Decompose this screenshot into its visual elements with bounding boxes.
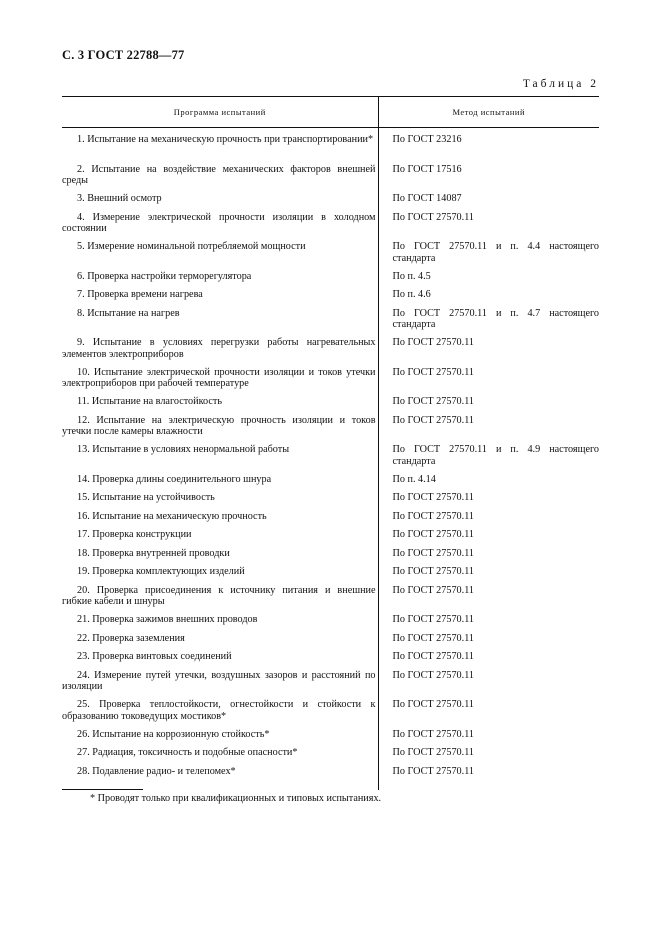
table-row [62, 308, 599, 338]
program-cell [62, 548, 378, 567]
method-cell [378, 529, 599, 548]
program-text: 5. Измерение номинальной потребляемой мощности [77, 241, 306, 252]
method-cell [378, 651, 599, 670]
program-cell [62, 337, 378, 367]
table-row [62, 444, 599, 474]
program-text: 26. Испытание на коррозионную стойкость* [77, 728, 270, 740]
method-text: По п. 4.6 [392, 289, 431, 300]
method-cell [378, 337, 599, 367]
method-text: По ГОСТ 27570.11 [392, 728, 475, 740]
table-row [62, 529, 599, 548]
program-cell [62, 271, 378, 290]
program-text: 18. Проверка внутренней проводки [77, 547, 230, 559]
program-text: 13. Испытание в условиях ненормальной работы [77, 444, 290, 455]
method-text: По ГОСТ 27570.11 [392, 765, 475, 777]
method-cell [378, 193, 599, 212]
table-body [62, 128, 599, 790]
method-text: По ГОСТ 27570.11 [392, 566, 475, 577]
program-cell [62, 699, 378, 729]
method-cell [378, 633, 599, 652]
program-cell [62, 164, 378, 194]
method-cell [378, 699, 599, 729]
method-cell [378, 492, 599, 511]
method-cell [378, 747, 599, 766]
method-text: По ГОСТ 27570.11 [392, 211, 475, 223]
program-cell [62, 134, 378, 164]
program-cell [62, 614, 378, 633]
program-text: 4. Измерение электрической прочности изоляции в холодном состоянии [62, 211, 376, 234]
table-row [62, 415, 599, 445]
method-text: По ГОСТ 27570.11 [392, 529, 475, 540]
table-row [62, 396, 599, 415]
program-cell [62, 766, 378, 790]
table-row [62, 766, 599, 790]
table-row [62, 614, 599, 633]
method-cell [378, 566, 599, 585]
method-cell [378, 766, 599, 790]
method-text: По ГОСТ 27570.11 [392, 699, 475, 710]
program-cell [62, 212, 378, 242]
table-row [62, 511, 599, 530]
program-cell [62, 444, 378, 474]
program-cell [62, 415, 378, 445]
program-cell [62, 747, 378, 766]
program-cell [62, 670, 378, 700]
method-cell [378, 396, 599, 415]
program-cell [62, 289, 378, 308]
program-cell [62, 651, 378, 670]
column-header-program: Программа испытаний [62, 97, 378, 128]
program-text: 23. Проверка винтовых соединений [77, 651, 232, 662]
program-text: 17. Проверка конструкции [77, 529, 192, 540]
program-text: 22. Проверка заземления [77, 632, 185, 644]
method-text: По ГОСТ 27570.11 [392, 584, 475, 596]
method-cell [378, 729, 599, 748]
table-row [62, 134, 599, 164]
method-text: По ГОСТ 27570.11 [392, 396, 475, 407]
table-row [62, 651, 599, 670]
method-text: По ГОСТ 27570.11 [392, 414, 475, 426]
method-text: По ГОСТ 27570.11 [392, 337, 475, 348]
program-text: 16. Испытание на механическую прочность [77, 510, 267, 522]
program-text: 20. Проверка присоединения к источнику питания и внешние гибкие кабели и шнуры [62, 584, 376, 607]
table-row [62, 337, 599, 367]
test-program-table [62, 96, 599, 790]
method-cell [378, 670, 599, 700]
program-text: 25. Проверка теплостойкости, огнестойкости и стойкости к образованию токоведущих мостиков* [62, 699, 376, 722]
program-text: 6. Проверка настройки терморегулятора [77, 270, 252, 282]
method-text: По ГОСТ 27570.11 [392, 547, 475, 559]
program-text: 24. Измерение путей утечки, воздушных зазоров и расстояний по изоляции [62, 669, 376, 692]
method-text: По ГОСТ 27570.11 и п. 4.7 настоящего стандарта [392, 307, 599, 330]
program-text: 9. Испытание в условиях перегрузки работы нагревательных элементов электроприборов [62, 337, 376, 360]
table-row [62, 699, 599, 729]
program-cell [62, 193, 378, 212]
method-cell [378, 308, 599, 338]
method-text: По ГОСТ 27570.11 [392, 492, 475, 503]
method-cell [378, 548, 599, 567]
table-row [62, 289, 599, 308]
method-text: По ГОСТ 17516 [392, 163, 462, 175]
program-text: 1. Испытание на механическую прочность при транспортировании* [77, 134, 374, 145]
program-text: 11. Испытание на влагостойкость [77, 396, 223, 407]
method-text: По ГОСТ 27570.11 и п. 4.4 настоящего стандарта [392, 241, 599, 264]
program-text: 3. Внешний осмотр [77, 193, 162, 204]
method-cell [378, 164, 599, 194]
table-row [62, 367, 599, 397]
program-cell [62, 633, 378, 652]
program-cell [62, 367, 378, 397]
program-text: 15. Испытание на устойчивость [77, 492, 215, 503]
method-text: По п. 4.14 [392, 473, 436, 485]
program-text: 10. Испытание электрической прочности изоляции и токов утечки электроприборов при рабочей температуре [62, 366, 376, 389]
method-cell [378, 474, 599, 493]
table-row [62, 566, 599, 585]
method-text: По ГОСТ 27570.11 [392, 651, 475, 662]
table-row [62, 164, 599, 194]
table-header-row [62, 97, 599, 128]
method-text: По ГОСТ 27570.11 [392, 614, 475, 625]
method-cell [378, 241, 599, 271]
method-text: По ГОСТ 27570.11 [392, 747, 475, 758]
program-text: 27. Радиация, токсичность и подобные опасности* [77, 747, 298, 758]
column-header-method: Метод испытаний [378, 97, 599, 128]
footnote: * Проводят только при квалификационных и типовых испытаниях. [90, 793, 382, 804]
table-row [62, 633, 599, 652]
table-row [62, 670, 599, 700]
table-label: Таблица 2 [522, 78, 599, 90]
method-text: По п. 4.5 [392, 270, 431, 282]
program-text: 7. Проверка времени нагрева [77, 289, 203, 300]
table-row [62, 212, 599, 242]
table-row [62, 747, 599, 766]
program-text: 12. Испытание на электрическую прочность изоляции и токов утечки после камеры влажности [62, 414, 376, 437]
program-cell [62, 566, 378, 585]
table-row [62, 474, 599, 493]
method-text: По ГОСТ 27570.11 [392, 366, 475, 378]
table-row [62, 193, 599, 212]
page-header: С. 3 ГОСТ 22788—77 [62, 48, 185, 62]
program-cell [62, 241, 378, 271]
table-row [62, 492, 599, 511]
table-row [62, 271, 599, 290]
table-row [62, 548, 599, 567]
method-cell [378, 271, 599, 290]
program-cell [62, 308, 378, 338]
table-row [62, 241, 599, 271]
method-cell [378, 212, 599, 242]
method-text: По ГОСТ 27570.11 и п. 4.9 настоящего стандарта [392, 444, 599, 467]
program-text: 28. Подавление радио- и телепомех* [77, 765, 236, 777]
method-cell [378, 367, 599, 397]
method-cell [378, 134, 599, 164]
program-text: 14. Проверка длины соединительного шнура [77, 473, 272, 485]
program-cell [62, 585, 378, 615]
program-cell [62, 396, 378, 415]
program-text: 2. Испытание на воздействие механических факторов внешней среды [62, 163, 376, 186]
footnote-rule [62, 789, 143, 790]
program-cell [62, 511, 378, 530]
method-cell [378, 289, 599, 308]
method-text: По ГОСТ 27570.11 [392, 510, 475, 522]
method-cell [378, 585, 599, 615]
program-cell [62, 474, 378, 493]
method-cell [378, 444, 599, 474]
program-text: 19. Проверка комплектующих изделий [77, 566, 245, 577]
program-cell [62, 729, 378, 748]
method-cell [378, 614, 599, 633]
method-text: По ГОСТ 27570.11 [392, 669, 475, 681]
method-text: По ГОСТ 27570.11 [392, 632, 475, 644]
table-row [62, 585, 599, 615]
program-cell [62, 529, 378, 548]
table-row [62, 729, 599, 748]
method-text: По ГОСТ 14087 [392, 193, 462, 204]
program-cell [62, 492, 378, 511]
method-cell [378, 511, 599, 530]
program-text: 8. Испытание на нагрев [77, 307, 180, 319]
method-cell [378, 415, 599, 445]
program-text: 21. Проверка зажимов внешних проводов [77, 614, 258, 625]
method-text: По ГОСТ 23216 [392, 134, 462, 145]
